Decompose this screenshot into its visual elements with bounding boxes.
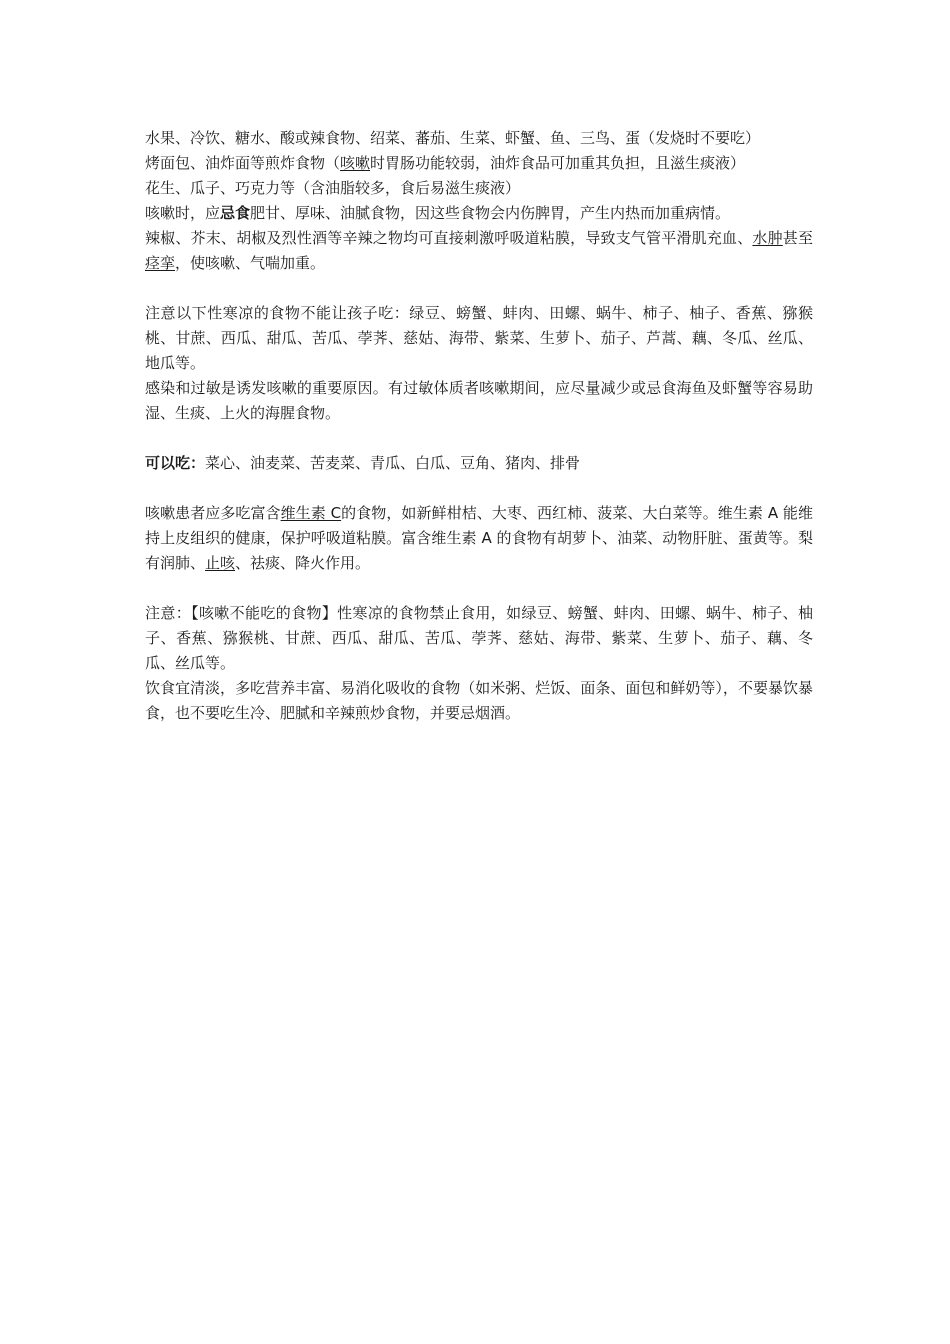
text: A bbox=[481, 529, 492, 547]
text: 咳嗽患者应多吃富含 bbox=[145, 504, 281, 522]
text: 烤面包、油炸面等煎炸食物（ bbox=[145, 154, 341, 172]
paragraph-gap bbox=[145, 426, 813, 451]
paragraph-gap bbox=[145, 476, 813, 501]
paragraph-avoid-foods-fever bbox=[145, 126, 813, 151]
text: ，使咳嗽、气喘加重。 bbox=[175, 254, 326, 272]
paragraph-infection-allergy bbox=[145, 376, 813, 426]
link-spasm[interactable]: 痉挛 bbox=[145, 254, 176, 272]
link-relieve-cough[interactable]: 止咳 bbox=[205, 554, 236, 572]
text: 注意以下性寒凉的食物不能让孩子吃：绿豆、螃蟹、蚌肉、田螺、蜗牛、柿子、柚子、香蕉、猕猴桃、甘蔗、西瓜、甜瓜、苦瓜、荸荠、慈姑、海带、紫菜、生萝卜、茄子、芦蒿、藕、冬瓜、丝瓜、地瓜等。 bbox=[145, 304, 813, 372]
paragraph-spicy-foods bbox=[145, 226, 813, 276]
text: 水果、冷饮、糖水、酸或辣食物、绍菜、蕃茄、生菜、虾蟹、鱼、三鸟、蛋（发烧时不要吃） bbox=[145, 129, 761, 147]
text: 菜心、油麦菜、苦麦菜、青瓜、白瓜、豆角、猪肉、排骨 bbox=[205, 454, 581, 472]
paragraph-nuts-chocolate bbox=[145, 176, 813, 201]
text: 饮食宜清淡，多吃营养丰富、易消化吸收的食物（如米粥、烂饭、面条、面包和鲜奶等），不要暴饮暴食，也不要吃生冷、肥腻和辛辣煎炒食物，并要忌烟酒。 bbox=[145, 679, 813, 722]
paragraph-cold-foods-children bbox=[145, 301, 813, 376]
paragraph-gap bbox=[145, 576, 813, 601]
paragraph-fried-foods bbox=[145, 151, 813, 176]
text: 咳嗽时，应 bbox=[145, 204, 221, 222]
document-body bbox=[145, 126, 813, 726]
text: A bbox=[767, 504, 779, 522]
text: 、祛痰、降火作用。 bbox=[235, 554, 371, 572]
paragraph-light-diet bbox=[145, 676, 813, 726]
text: 甚至 bbox=[782, 229, 813, 247]
link-vitamin-c[interactable]: 维生素 C bbox=[280, 504, 342, 522]
text: 能维持上皮组织的健康，保护呼吸道粘膜。富含维生素 bbox=[145, 504, 813, 547]
text: 时胃肠功能较弱，油炸食品可加重其负担，且滋生痰液） bbox=[370, 154, 746, 172]
bold-text: 忌食 bbox=[220, 204, 251, 222]
paragraph-can-eat bbox=[145, 451, 813, 476]
bold-label: 可以吃： bbox=[145, 454, 206, 472]
text: 肥甘、厚味、油腻食物，因这些食物会内伤脾胃，产生内热而加重病情。 bbox=[250, 204, 731, 222]
text: 注意：【咳嗽不能吃的食物】性寒凉的食物禁止食用，如绿豆、螃蟹、蚌肉、田螺、蜗牛、柿子、柚子、香蕉、猕猴桃、甘蔗、西瓜、甜瓜、苦瓜、荸荠、慈姑、海带、紫菜、生萝卜、茄子、藕、冬瓜、丝瓜等。 bbox=[145, 604, 813, 672]
paragraph-avoid-greasy bbox=[145, 201, 813, 226]
paragraph-vitamins bbox=[145, 501, 813, 576]
link-edema[interactable]: 水肿 bbox=[752, 229, 783, 247]
link-cough[interactable]: 咳嗽 bbox=[340, 154, 371, 172]
text: 的食物，如新鲜柑桔、大枣、西红柿、菠菜、大白菜等。维生素 bbox=[341, 504, 768, 522]
text: 的食物有胡萝卜、油菜、动物肝脏、蛋黄等。梨有润肺、 bbox=[145, 529, 813, 572]
paragraph-forbidden-foods bbox=[145, 601, 813, 676]
text: 花生、瓜子、巧克力等（含油脂较多，食后易滋生痰液） bbox=[145, 179, 521, 197]
text: 感染和过敏是诱发咳嗽的重要原因。有过敏体质者咳嗽期间，应尽量减少或忌食海鱼及虾蟹等容易助湿、生痰、上火的海腥食物。 bbox=[145, 379, 813, 422]
text: 辣椒、芥末、胡椒及烈性酒等辛辣之物均可直接刺激呼吸道粘膜，导致支气管平滑肌充血、 bbox=[145, 229, 753, 247]
paragraph-gap bbox=[145, 276, 813, 301]
